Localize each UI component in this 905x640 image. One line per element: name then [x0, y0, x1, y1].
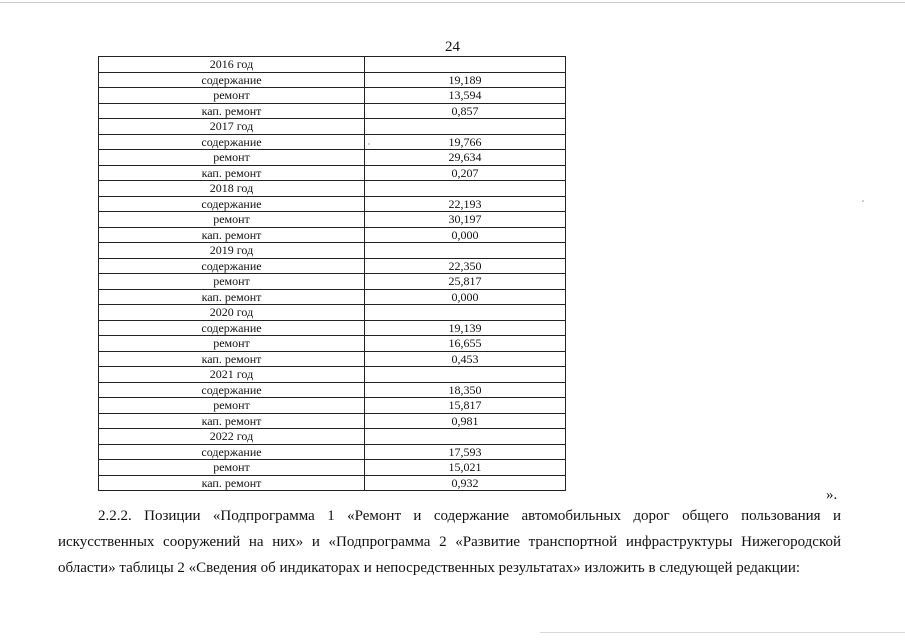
value-cell	[365, 119, 566, 135]
year-label-cell: 2022 год	[99, 429, 365, 445]
value-cell: 29,634	[365, 150, 566, 166]
value-cell	[365, 243, 566, 259]
row-label-cell: кап. ремонт	[99, 475, 365, 491]
year-row	[99, 243, 566, 259]
row-label-cell: содержание	[99, 134, 365, 150]
value-cell: 0,857	[365, 103, 566, 119]
year-label-cell: 2018 год	[99, 181, 365, 197]
value-cell: 0,207	[365, 165, 566, 181]
indicator-table	[98, 56, 566, 491]
value-cell: 17,593	[365, 444, 566, 460]
value-cell	[365, 367, 566, 383]
value-cell: 15,021	[365, 460, 566, 476]
table-row	[99, 72, 566, 88]
year-label-cell: 2016 год	[99, 57, 365, 73]
value-cell: 22,350	[365, 258, 566, 274]
body-paragraph: 2.2.2. Позиции «Подпрограмма 1 «Ремонт и содержание автомобильных дорог общего пользования и искусственных сооружений на них» и «Подпрограмма 2 «Развитие транспортной инфраструктуры Нижегородской области» таблицы 2 «Сведения об индикаторах и непосредственных результатах» изложить в следующей редакции:	[58, 508, 841, 576]
value-cell: 16,655	[365, 336, 566, 352]
page-number: 24	[445, 39, 460, 55]
row-label-cell: ремонт	[99, 398, 365, 414]
row-label-cell: кап. ремонт	[99, 289, 365, 305]
value-cell	[365, 305, 566, 321]
table-row	[99, 475, 566, 491]
row-label-cell: ремонт	[99, 336, 365, 352]
scan-speck	[862, 200, 864, 202]
table-row	[99, 103, 566, 119]
closing-quote: ».	[826, 487, 838, 503]
year-label-cell: 2021 год	[99, 367, 365, 383]
table-row	[99, 444, 566, 460]
table-row	[99, 351, 566, 367]
table-row	[99, 88, 566, 104]
row-label-cell: содержание	[99, 196, 365, 212]
table-row	[99, 336, 566, 352]
year-row	[99, 367, 566, 383]
value-cell: 18,350	[365, 382, 566, 398]
scan-edge-bottom	[540, 632, 905, 633]
indicator-table-body	[99, 57, 566, 491]
value-cell: 0,000	[365, 289, 566, 305]
row-label-cell: кап. ремонт	[99, 103, 365, 119]
table-row	[99, 165, 566, 181]
row-label-cell: кап. ремонт	[99, 413, 365, 429]
year-label-cell: 2017 год	[99, 119, 365, 135]
table-row	[99, 289, 566, 305]
value-cell	[365, 181, 566, 197]
row-label-cell: кап. ремонт	[99, 227, 365, 243]
value-cell: 0,000	[365, 227, 566, 243]
value-cell: 22,193	[365, 196, 566, 212]
table-row	[99, 227, 566, 243]
row-label-cell: содержание	[99, 382, 365, 398]
value-cell	[365, 57, 566, 73]
year-label-cell: 2020 год	[99, 305, 365, 321]
value-cell	[365, 429, 566, 445]
row-label-cell: ремонт	[99, 88, 365, 104]
value-cell: 0,981	[365, 413, 566, 429]
year-row	[99, 429, 566, 445]
table-row	[99, 398, 566, 414]
row-label-cell: ремонт	[99, 212, 365, 228]
value-cell: 19,189	[365, 72, 566, 88]
row-label-cell: содержание	[99, 258, 365, 274]
value-cell: 19,139	[365, 320, 566, 336]
table-row	[99, 134, 566, 150]
value-cell: 0,453	[365, 351, 566, 367]
year-label-cell: 2019 год	[99, 243, 365, 259]
year-row	[99, 57, 566, 73]
row-label-cell: ремонт	[99, 460, 365, 476]
table-row	[99, 212, 566, 228]
year-row	[99, 181, 566, 197]
scan-edge-top	[0, 2, 905, 3]
row-label-cell: ремонт	[99, 274, 365, 290]
value-cell: 0,932	[365, 475, 566, 491]
value-cell: 25,817	[365, 274, 566, 290]
value-cell: 15,817	[365, 398, 566, 414]
table-row	[99, 150, 566, 166]
year-row	[99, 119, 566, 135]
table-row	[99, 320, 566, 336]
table-row	[99, 413, 566, 429]
table-row	[99, 258, 566, 274]
row-label-cell: содержание	[99, 72, 365, 88]
table-row	[99, 196, 566, 212]
table-row	[99, 274, 566, 290]
value-cell: 19,766	[365, 134, 566, 150]
year-row	[99, 305, 566, 321]
value-cell: 13,594	[365, 88, 566, 104]
row-label-cell: ремонт	[99, 150, 365, 166]
row-label-cell: содержание	[99, 444, 365, 460]
table-row	[99, 460, 566, 476]
row-label-cell: содержание	[99, 320, 365, 336]
value-cell: 30,197	[365, 212, 566, 228]
row-label-cell: кап. ремонт	[99, 351, 365, 367]
table-row	[99, 382, 566, 398]
row-label-cell: кап. ремонт	[99, 165, 365, 181]
